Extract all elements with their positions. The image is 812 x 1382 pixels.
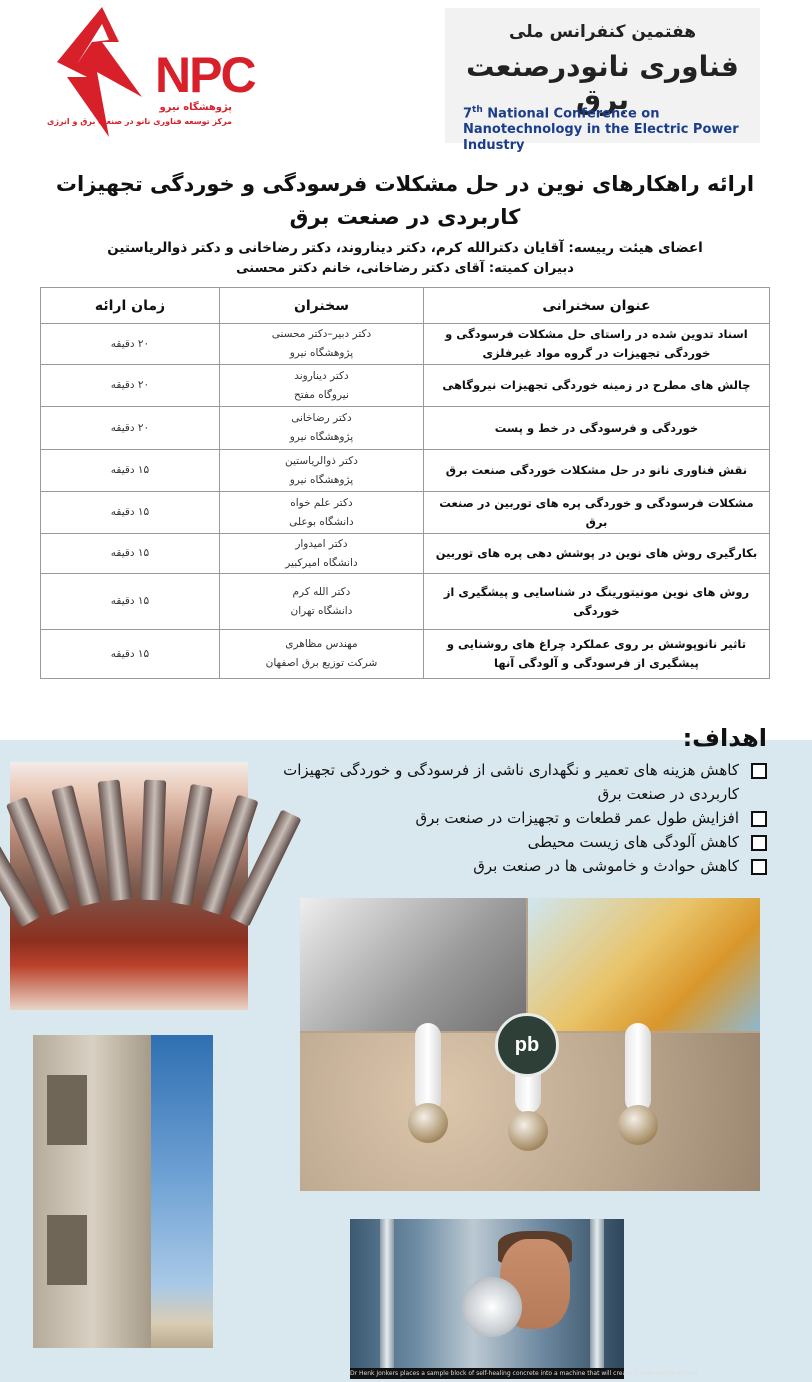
talk-topic: چالش های مطرح در زمینه خوردگی تجهیزات نیروگاهی	[423, 365, 769, 407]
talk-speaker-cell	[219, 450, 423, 492]
table-row	[41, 407, 770, 450]
header-time: زمان ارائه	[41, 288, 220, 324]
goals-list	[267, 758, 767, 878]
goal-text: کاهش حوادث و خاموشی ها در صنعت برق	[473, 857, 739, 875]
talk-speaker: دکتر ذوالریاستین	[285, 454, 358, 467]
nano-surface-illustration	[528, 898, 760, 1031]
goal-text: افزایش طول عمر قطعات و تجهیزات در صنعت برق	[415, 809, 739, 827]
cracked-concrete-pillar-photo	[33, 1035, 213, 1348]
conference-english-line1: National Conference on	[487, 106, 660, 122]
talk-speaker-cell	[219, 574, 423, 630]
talk-topic: خوردگی و فرسودگی در خط و پست	[423, 407, 769, 450]
talk-affiliation: دانشگاه تهران	[290, 604, 353, 617]
goal-item	[267, 806, 767, 830]
talk-speaker-cell	[219, 630, 423, 679]
goals-heading: اهداف:	[682, 724, 767, 752]
talk-speaker: دکتر دبیر–دکتر محسنی	[271, 328, 372, 340]
talk-duration: ۱۵ دقیقه	[41, 574, 220, 630]
corroded-turbine-photo	[10, 762, 248, 1010]
talk-affiliation: پژوهشگاه نیرو	[289, 473, 354, 486]
talk-duration: ۱۵ دقیقه	[41, 630, 220, 679]
talk-affiliation: دانشگاه بوعلی	[289, 515, 354, 528]
checkbox-icon	[751, 859, 767, 875]
table-header-row	[41, 288, 770, 324]
talk-affiliation: شرکت توزیع برق اصفهان	[265, 657, 378, 669]
talk-duration: ۱۵ دقیقه	[41, 534, 220, 574]
table-row	[41, 365, 770, 407]
table-row	[41, 574, 770, 630]
goal-item	[267, 758, 767, 806]
conference-english-line2: Nanotechnology in the Electric Power Industry	[463, 122, 739, 154]
talk-speaker-cell	[219, 492, 423, 534]
talk-duration: ۲۰ دقیقه	[41, 407, 220, 450]
goal-text: کاهش آلودگی های زیست محیطی	[527, 833, 739, 851]
nano-coating-collage	[300, 898, 760, 1191]
lab-photo-caption: Dr Henk Jonkers places a sample block of self-healing concrete into a machine that will create cracks on the surface	[350, 1370, 699, 1377]
checkbox-icon	[751, 835, 767, 851]
table-row	[41, 630, 770, 679]
talk-topic: اسناد تدوین شده در راستای حل مشکلات فرسودگی و خوردگی تجهیزات در گروه مواد غیرفلزی	[423, 324, 769, 365]
talk-speaker: دکتر الله کرم	[292, 585, 351, 598]
talk-speaker-cell	[219, 534, 423, 574]
talk-duration: ۲۰ دقیقه	[41, 324, 220, 365]
talk-duration: ۱۵ دقیقه	[41, 450, 220, 492]
panel-title: ارائه راهکارهای نوین در حل مشکلات فرسودگی و خوردگی تجهیزات کاربردی در صنعت برق	[55, 172, 755, 229]
npc-logo-mark: NPC	[155, 47, 255, 103]
talk-topic: مشکلات فرسودگی و خوردگی پره های توربین در صنعت برق	[423, 492, 769, 534]
talk-speaker: دکتر رضاخانی	[291, 412, 352, 424]
npc-logo-line1: پژوهشگاه نیرو	[159, 102, 232, 113]
talk-speaker-cell	[219, 365, 423, 407]
talk-duration: ۲۰ دقیقه	[41, 365, 220, 407]
talk-topic: روش های نوین مونیتورینگ در شناسایی و پیشگیری از خوردگی	[423, 574, 769, 630]
conference-title-line2: فناوری نانودرصنعت برق	[466, 50, 739, 116]
table-row	[41, 492, 770, 534]
talk-duration: ۱۵ دقیقه	[41, 492, 220, 534]
talk-affiliation: دانشگاه امیرکبیر	[285, 556, 358, 569]
talk-affiliation: پژوهشگاه نیرو	[289, 347, 354, 359]
conference-ordinal: 7	[463, 106, 473, 122]
table-row	[41, 450, 770, 492]
board-members: اعضای هیئت رییسه: آقایان دکترالله کرم، دکتر دیناروند، دکتر رضاخانی و دکتر ذوالریاستین	[107, 240, 703, 256]
talk-speaker: مهندس مظاهری	[285, 638, 358, 650]
header-speaker: سخنران	[219, 288, 423, 324]
goal-text: کاهش هزینه های تعمیر و نگهداری ناشی از فرسودگی و خوردگی تجهیزات کاربردی در صنعت برق	[283, 761, 739, 803]
table-row	[41, 324, 770, 365]
goal-item	[267, 830, 767, 854]
talk-topic: بکارگیری روش های نوین در پوشش دهی پره های توربین	[423, 534, 769, 574]
checkbox-icon	[751, 811, 767, 827]
table-row	[41, 534, 770, 574]
talk-speaker-cell	[219, 407, 423, 450]
talk-speaker: دکتر امیدوار	[295, 537, 348, 550]
pb-logo-badge: pb	[495, 1013, 559, 1077]
conference-ordinal-suffix: th	[472, 105, 483, 115]
conference-logo	[445, 8, 760, 154]
npc-logo	[47, 2, 255, 142]
schedule-table	[40, 287, 770, 679]
conference-english-title	[463, 102, 760, 154]
talk-speaker-cell	[219, 324, 423, 365]
committee-secretaries: دبیران کمیته: آقای دکتر رضاخانی، خانم دکتر محسنی	[236, 261, 574, 276]
self-healing-concrete-lab-photo	[350, 1219, 699, 1379]
talk-topic: تاثیر نانوپوشش بر روی عملکرد چراغ های روشنایی و پیشگیری از فرسودگی و آلودگی آنها	[423, 630, 769, 679]
talk-affiliation: پژوهشگاه نیرو	[289, 431, 354, 443]
conference-title-line1: هفتمین کنفرانس ملی	[509, 22, 696, 42]
talk-topic: نقش فناوری نانو در حل مشکلات خوردگی صنعت برق	[423, 450, 769, 492]
talk-affiliation: نیروگاه مفتح	[294, 388, 349, 401]
hydrophobic-building-photo	[300, 898, 526, 1031]
talk-speaker: دکتر دیناروند	[294, 369, 349, 382]
talk-speaker: دکتر علم خواه	[290, 496, 353, 509]
npc-logo-line2: مرکز توسعه فناوری نانو در صنعت برق و انرژی	[47, 117, 232, 126]
header-topic: عنوان سخنرانی	[423, 288, 769, 324]
goal-item	[267, 854, 767, 878]
checkbox-icon	[751, 763, 767, 779]
